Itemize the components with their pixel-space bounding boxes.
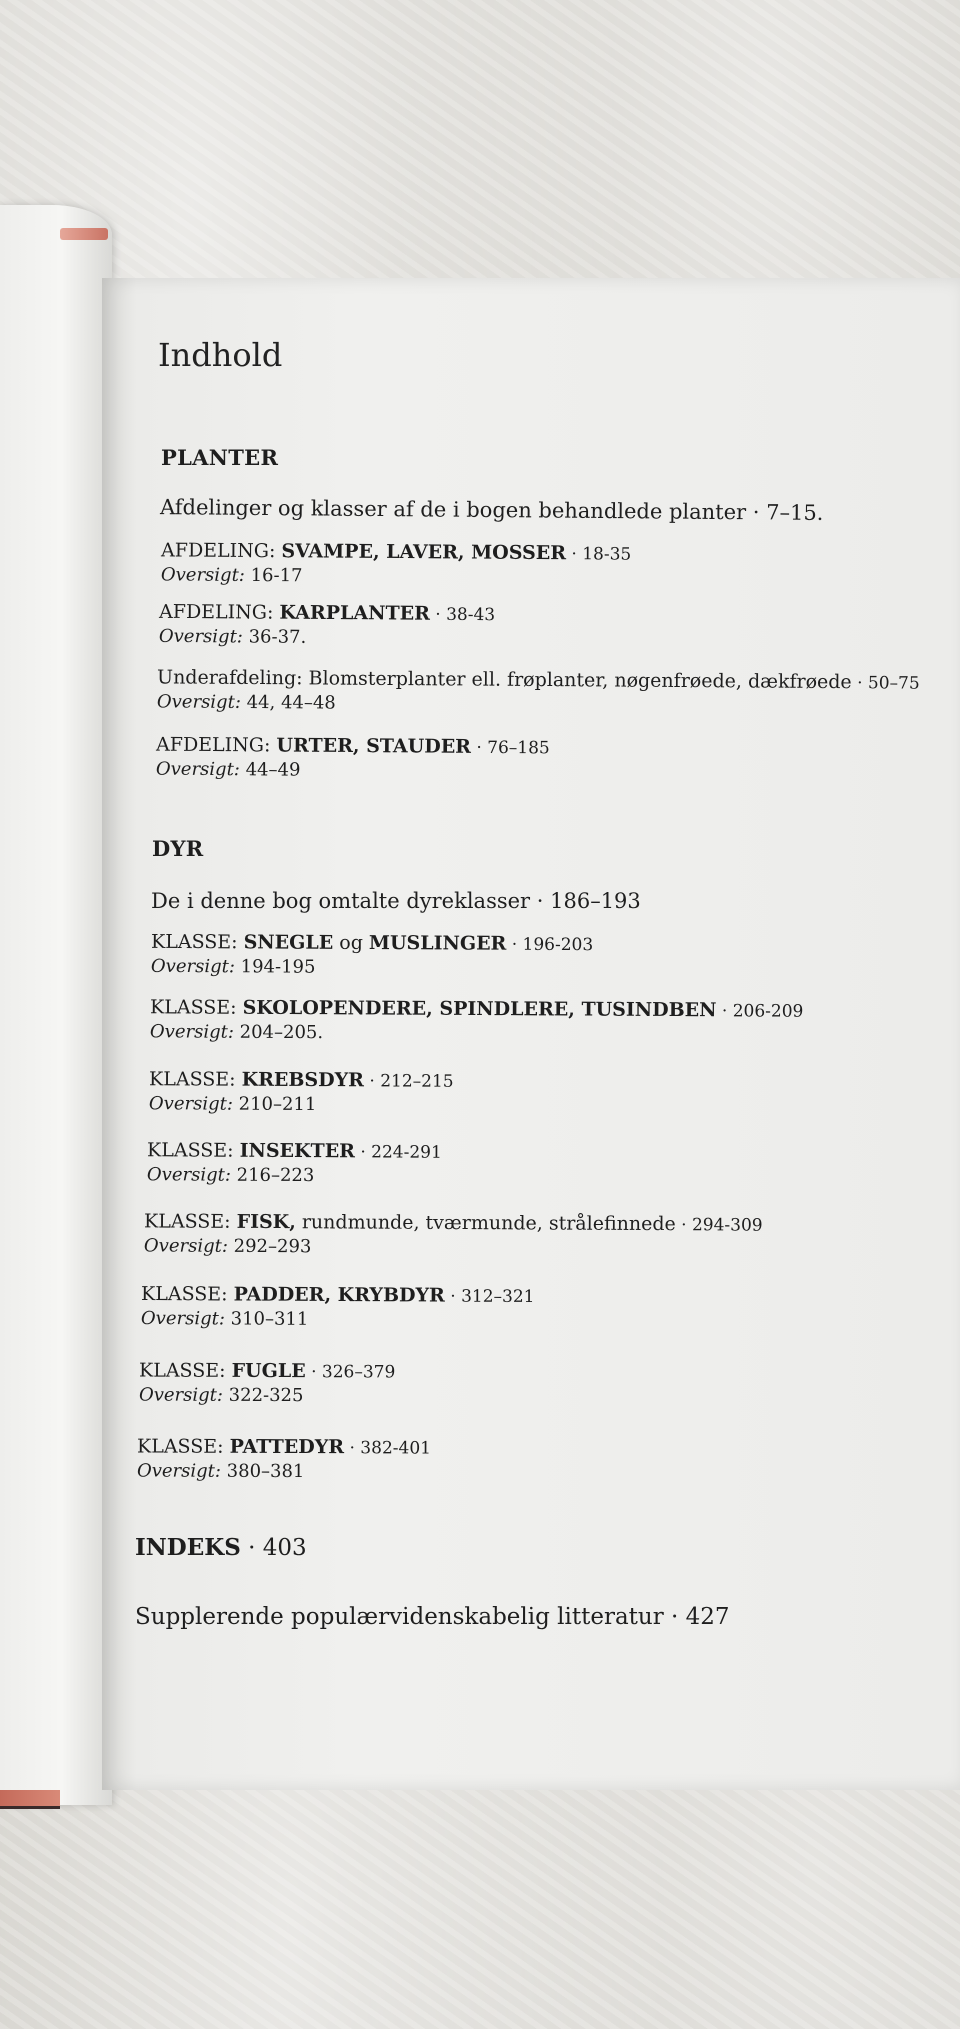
entry-overview: Oversigt: 310–311 — [140, 1307, 309, 1330]
entry-overview: Oversigt: 380–381 — [136, 1460, 305, 1483]
section-heading-dyr: DYR — [152, 836, 204, 861]
toc-entry — [137, 1434, 431, 1483]
index-entry: INDEKS · 403 — [135, 1534, 307, 1561]
entry-title: KLASSE: SNEGLE og MUSLINGER · 196-203 — [151, 930, 594, 956]
entry-title: AFDELING: SVAMPE, LAVER, MOSSER · 18-35 — [161, 539, 632, 565]
entry-title: KLASSE: FISK, rundmunde, tværmunde, strålefinnede · 294-309 — [144, 1210, 763, 1236]
entry-title: AFDELING: URTER, STAUDER · 76–185 — [156, 733, 550, 759]
toc-entry — [161, 538, 632, 589]
toc-entry — [151, 930, 593, 980]
entry-title: KLASSE: KREBSDYR · 212–215 — [149, 1068, 454, 1092]
toc-entry — [144, 1209, 763, 1260]
supplementary-literature-entry: Supplerende populærvidenskabelig litteratur · 427 — [135, 1604, 730, 1630]
entry-title: KLASSE: PATTEDYR · 382-401 — [137, 1435, 432, 1459]
entry-overview: Oversigt: 292–293 — [143, 1235, 312, 1258]
toc-entry — [157, 665, 920, 718]
page-title: Indhold — [158, 336, 283, 374]
toc-entry — [139, 1359, 395, 1408]
entry-overview: Oversigt: 322-325 — [138, 1384, 304, 1407]
toc-entry — [149, 1067, 454, 1117]
entry-title: KLASSE: SKOLOPENDERE, SPINDLERE, TUSINDBEN · 206-209 — [150, 996, 804, 1022]
entry-overview: Oversigt: 216–223 — [146, 1164, 315, 1187]
entry-overview: Oversigt: 44, 44–48 — [156, 691, 336, 714]
toc-entry — [159, 600, 495, 650]
dyr-intro: De i denne bog omtalte dyreklasser · 186–193 — [151, 889, 641, 913]
entry-title: KLASSE: INSEKTER · 224-291 — [147, 1139, 442, 1163]
toc-entry — [150, 995, 804, 1046]
entry-overview: Oversigt: 204–205. — [149, 1021, 324, 1044]
entry-title: Underafdeling: Blomsterplanter ell. frøplanter, nøgenfrøede, dækfrøede · 50–75 — [157, 666, 920, 694]
section-heading-planter: PLANTER — [161, 445, 279, 470]
planter-intro: Afdelinger og klasser af de i bogen behandlede planter · 7–15. — [159, 495, 824, 525]
entry-title: KLASSE: FUGLE · 326–379 — [139, 1359, 396, 1383]
toc-entry — [141, 1282, 535, 1332]
toc-entry — [147, 1138, 442, 1188]
entry-overview: Oversigt: 44–49 — [155, 758, 301, 781]
toc-entry — [156, 733, 550, 784]
entry-overview: Oversigt: 16-17 — [160, 564, 303, 587]
entry-overview: Oversigt: 36-37. — [158, 625, 307, 648]
entry-overview: Oversigt: 210–211 — [148, 1093, 317, 1116]
entry-title: KLASSE: PADDER, KRYBDYR · 312–321 — [141, 1282, 535, 1308]
entry-overview: Oversigt: 194-195 — [150, 955, 316, 978]
entry-title: AFDELING: KARPLANTER · 38-43 — [159, 600, 496, 626]
